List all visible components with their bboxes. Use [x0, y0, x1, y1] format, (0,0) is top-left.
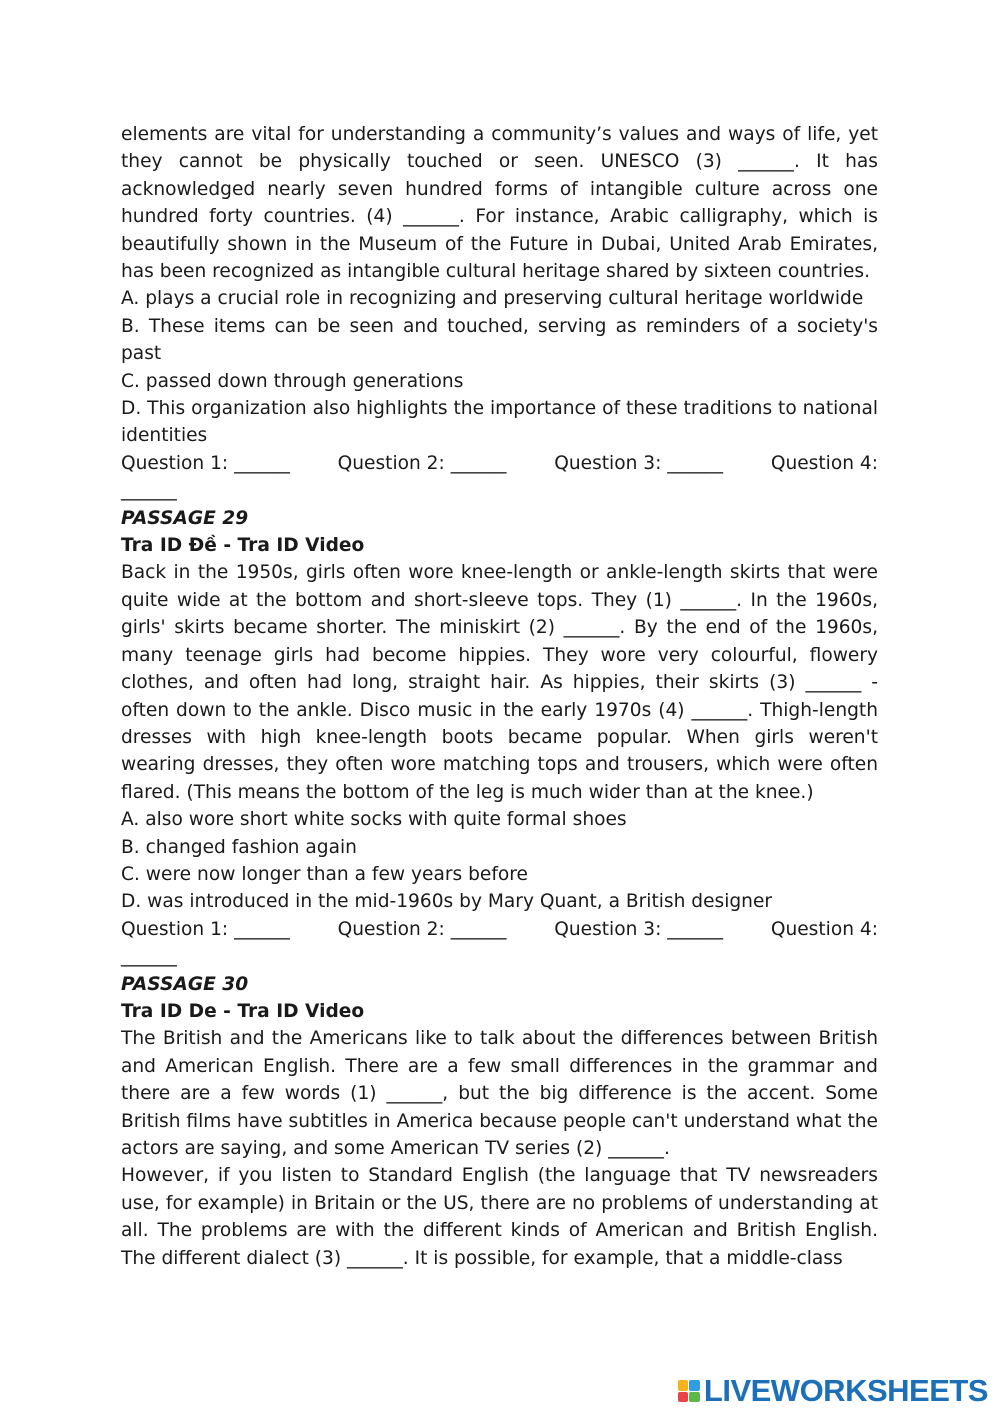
question-1-blank[interactable]: Question 1: ______: [121, 452, 290, 474]
option-d: D. was introduced in the mid-1960s by Mary Quant, a British designer: [121, 891, 773, 913]
liveworksheets-logo-icon: [678, 1380, 700, 1402]
option-a: A. also wore short white socks with quite formal shoes: [121, 809, 627, 831]
question-4-label: Question 4:: [770, 918, 878, 940]
liveworksheets-logo: [678, 1374, 988, 1408]
question-1-blank[interactable]: Question 1: ______: [121, 918, 290, 940]
option-b: B. These items can be seen and touched, serving as reminders of a society's past: [121, 315, 878, 365]
question-row: [121, 450, 878, 477]
passage-29-text: Back in the 1950s, girls often wore knee-length or ankle-length skirts that were quite wide at the bottom and short-sleeve tops. They (1) ______. In the 1960s, girls' skirts became shorter. The miniskirt (2) ______. By the end of the 1960s, many teenage girls had become hippies. They wore very colourful, flowery clothes, and often had long, straight hair. As hippies, their skirts (3) ______ - often down to the ankle. Disco music in the early 1970s (4) ______. Thigh-length dresses with high knee-length boots became popular. When girls weren't wearing dresses, they often wore matching tops and trousers, which were often flared. (This means the bottom of the leg is much wider than at the knee.): [121, 562, 878, 803]
passage-30-text-continued: However, if you listen to Standard English (the language that TV newsreaders use, for example) in Britain or the US, there are no problems of understanding at all. The problems are with the different kinds of American and British English. The different dialect (3) ______. It is possible, for example, that a middle-class: [121, 1165, 878, 1269]
passage-30-lookup: Tra ID De - Tra ID Video: [121, 1000, 365, 1022]
question-2-blank[interactable]: Question 2: ______: [337, 918, 507, 940]
logo-text: LIVEWORKSHEETS: [703, 1373, 988, 1408]
question-3-blank[interactable]: Question 3: ______: [554, 918, 724, 940]
logo-square-1: [678, 1380, 689, 1391]
question-row: [121, 916, 878, 943]
logo-square-4: [689, 1392, 700, 1403]
passage-29-title: PASSAGE 29: [121, 507, 249, 529]
question-3-blank[interactable]: Question 3: ______: [554, 452, 724, 474]
logo-square-2: [689, 1380, 700, 1391]
passage-28-text: elements are vital for understanding a community’s values and ways of life, yet they cannot be physically touched or seen. UNESCO (3) ______. It has acknowledged nearly seven hundred forms of intangible culture across one hundred forty countries. (4) ______. For instance, Arabic calligraphy, which is beautifully shown in the Museum of the Future in Dubai, United Arab Emirates, has been recognized as intangible cultural heritage shared by sixteen countries.: [121, 124, 878, 283]
passage-30-title: PASSAGE 30: [121, 973, 249, 995]
passage-30-text: The British and the Americans like to talk about the differences between British and American English. There are a few small differences in the grammar and there are a few words (1) ______, but the big difference is the accent. Some British films have subtitles in America because people can't understand what the actors are saying, and some American TV series (2) ______.: [121, 1028, 878, 1159]
option-c: C. passed down through generations: [121, 370, 464, 392]
option-b: B. changed fashion again: [121, 836, 357, 858]
logo-square-3: [678, 1392, 689, 1403]
option-d: D. This organization also highlights the importance of these traditions to national identities: [121, 398, 878, 447]
question-4-blank[interactable]: ______: [121, 480, 177, 502]
passage-29-lookup: Tra ID Đề - Tra ID Video: [121, 535, 365, 557]
worksheet-page: [121, 121, 878, 1272]
question-4-label: Question 4:: [770, 452, 878, 474]
option-a: A. plays a crucial role in recognizing and preserving cultural heritage worldwide: [121, 288, 864, 310]
question-2-blank[interactable]: Question 2: ______: [337, 452, 507, 474]
question-4-blank[interactable]: ______: [121, 946, 177, 968]
option-c: C. were now longer than a few years before: [121, 863, 528, 885]
